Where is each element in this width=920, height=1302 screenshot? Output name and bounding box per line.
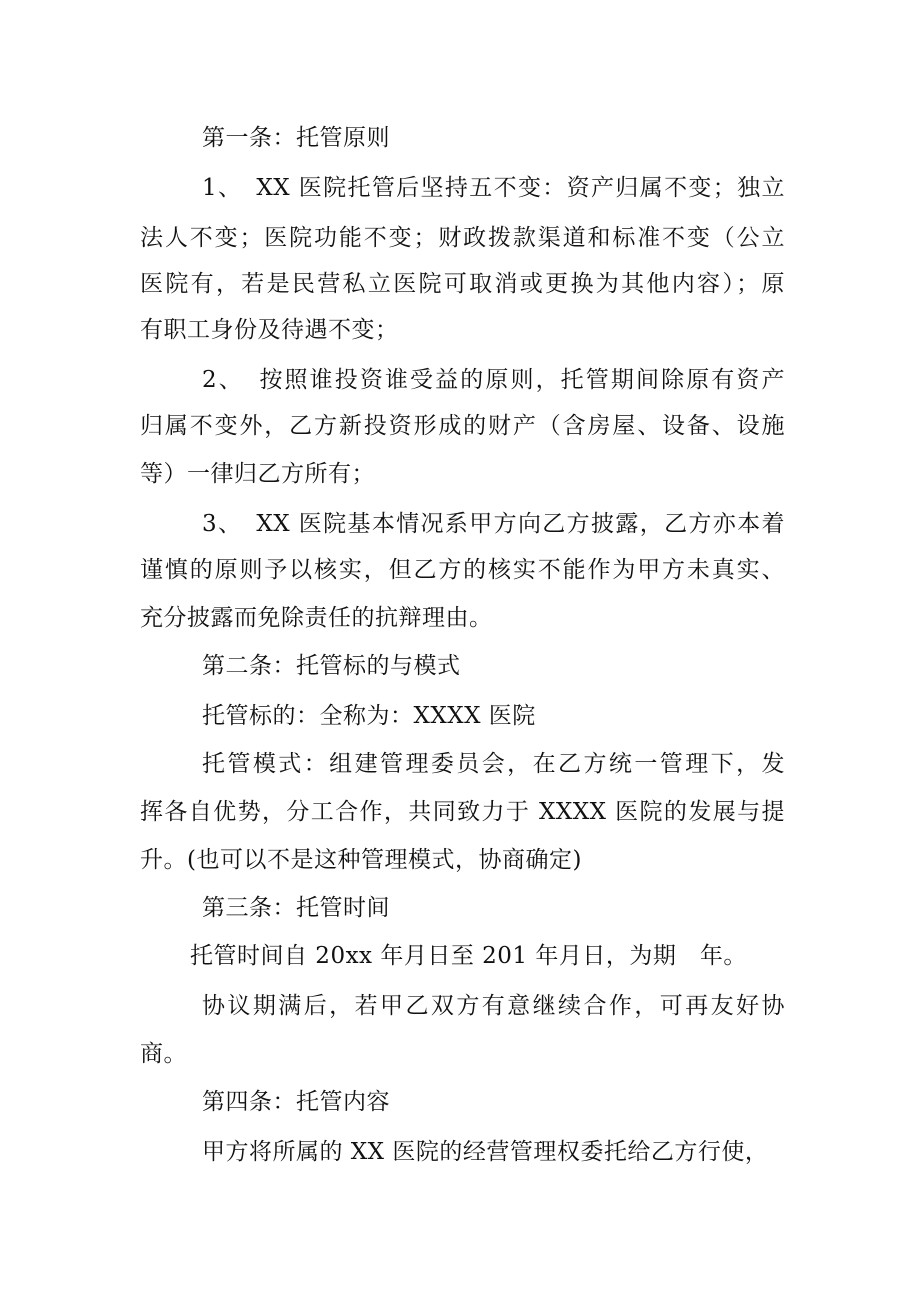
- article-1-item-3-line-3: 充分披露而免除责任的抗辩理由。: [140, 605, 493, 631]
- article-3-renew-line-2: 商。: [140, 1041, 187, 1067]
- article-1-item-1-line-3: 医院有，若是民营私立医院可取消或更换为其他内容）；原: [140, 271, 785, 297]
- article-1-heading: 第一条：托管原则: [202, 125, 390, 151]
- item-1-number: 1、: [202, 175, 243, 201]
- article-2-heading: 第二条：托管标的与模式: [202, 653, 461, 679]
- article-1-item-1-line-4: 有职工身份及待遇不变；: [140, 317, 399, 343]
- article-2-mode-line-3: 升。(也可以不是这种管理模式，协商确定): [140, 847, 582, 873]
- item-3-number: 3、: [202, 511, 243, 537]
- article-1-item-3-line-1: 3、 XX 医院基本情况系甲方向乙方披露，乙方亦本着: [202, 511, 785, 537]
- item-2-number: 2、: [202, 367, 244, 393]
- article-3-period: 托管时间自 20xx 年月日至 201 年月日，为期 年。: [190, 943, 747, 969]
- article-3-renew-line-1: 协议期满后，若甲乙双方有意继续合作，可再友好协: [202, 993, 785, 1019]
- article-3-heading: 第三条：托管时间: [202, 895, 390, 921]
- article-2-mode-line-1: 托管模式：组建管理委员会，在乙方统一管理下，发: [202, 751, 785, 777]
- article-4-content-line-1: 甲方将所属的 XX 医院的经营管理权委托给乙方行使，: [202, 1139, 769, 1165]
- article-1-item-3-line-2: 谨慎的原则予以核实，但乙方的核实不能作为甲方未真实、: [140, 557, 785, 583]
- article-1-item-1-line-2: 法人不变；医院功能不变；财政拨款渠道和标准不变（公立: [140, 225, 785, 251]
- article-4-heading: 第四条：托管内容: [202, 1089, 390, 1115]
- article-1-item-2-line-3: 等）一律归乙方所有；: [140, 461, 375, 487]
- article-2-target: 托管标的：全称为：XXXX 医院: [202, 703, 536, 729]
- article-1-item-2-line-1: 2、 按照谁投资谁受益的原则，托管期间除原有资产: [202, 367, 785, 393]
- article-1-item-1-line-1: 1、 XX 医院托管后坚持五不变：资产归属不变；独立: [202, 175, 785, 201]
- article-1-item-2-line-2: 归属不变外，乙方新投资形成的财产（含房屋、设备、设施: [140, 413, 785, 439]
- article-2-mode-line-2: 挥各自优势，分工合作，共同致力于 XXXX 医院的发展与提: [140, 799, 785, 825]
